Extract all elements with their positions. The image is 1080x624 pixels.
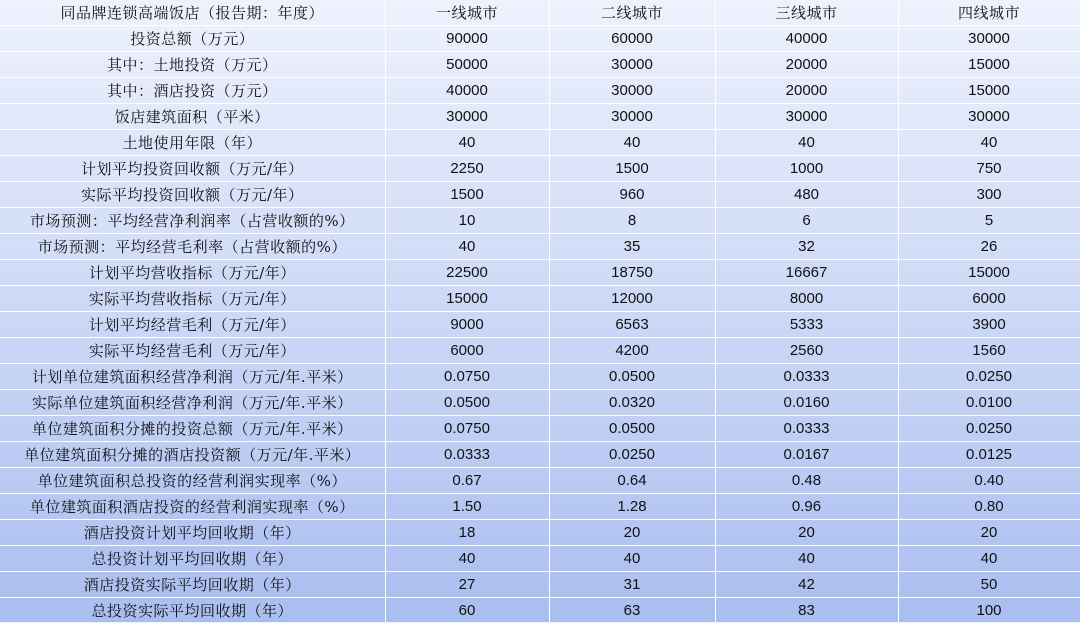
value-cell: 0.0250 xyxy=(898,416,1080,442)
value-cell: 0.0750 xyxy=(385,364,549,390)
value-cell: 20000 xyxy=(715,52,898,78)
value-cell: 0.0125 xyxy=(898,442,1080,468)
row-label-cell: 市场预测：平均经营净利润率（占营收额的%） xyxy=(0,208,385,234)
value-cell: 12000 xyxy=(549,286,715,312)
value-cell: 40 xyxy=(898,130,1080,156)
header-tier4-city: 四线城市 xyxy=(898,0,1080,26)
value-cell: 42 xyxy=(715,572,898,598)
value-cell: 8 xyxy=(549,208,715,234)
value-cell: 90000 xyxy=(385,26,549,52)
value-cell: 22500 xyxy=(385,260,549,286)
value-cell: 27 xyxy=(385,572,549,598)
table-row xyxy=(0,416,1080,442)
value-cell: 15000 xyxy=(898,78,1080,104)
value-cell: 5 xyxy=(898,208,1080,234)
table-row xyxy=(0,572,1080,598)
value-cell: 18 xyxy=(385,520,549,546)
table-row xyxy=(0,78,1080,104)
value-cell: 40000 xyxy=(715,26,898,52)
value-cell: 15000 xyxy=(385,286,549,312)
row-label-cell: 酒店投资计划平均回收期（年） xyxy=(0,520,385,546)
row-label-cell: 市场预测：平均经营毛利率（占营收额的%） xyxy=(0,234,385,260)
value-cell: 1560 xyxy=(898,338,1080,364)
value-cell: 50000 xyxy=(385,52,549,78)
value-cell: 1000 xyxy=(715,156,898,182)
value-cell: 0.0500 xyxy=(385,390,549,416)
value-cell: 1500 xyxy=(549,156,715,182)
table-row xyxy=(0,520,1080,546)
table-row xyxy=(0,598,1080,624)
value-cell: 0.0500 xyxy=(549,364,715,390)
row-label-cell: 单位建筑面积酒店投资的经营利润实现率（%） xyxy=(0,494,385,520)
table-row xyxy=(0,182,1080,208)
value-cell: 6563 xyxy=(549,312,715,338)
value-cell: 30000 xyxy=(898,104,1080,130)
header-tier1-city: 一线城市 xyxy=(385,0,549,26)
value-cell: 0.0320 xyxy=(549,390,715,416)
value-cell: 30000 xyxy=(715,104,898,130)
value-cell: 40 xyxy=(549,546,715,572)
row-label-cell: 计划平均经营毛利（万元/年） xyxy=(0,312,385,338)
value-cell: 63 xyxy=(549,598,715,624)
row-label-cell: 单位建筑面积分摊的投资总额（万元/年.平米） xyxy=(0,416,385,442)
row-label-cell: 实际单位建筑面积经营净利润（万元/年.平米） xyxy=(0,390,385,416)
value-cell: 60000 xyxy=(549,26,715,52)
value-cell: 0.48 xyxy=(715,468,898,494)
value-cell: 32 xyxy=(715,234,898,260)
table-header-row xyxy=(0,0,1080,26)
value-cell: 30000 xyxy=(549,52,715,78)
value-cell: 40 xyxy=(385,546,549,572)
value-cell: 2560 xyxy=(715,338,898,364)
value-cell: 20 xyxy=(715,520,898,546)
value-cell: 40 xyxy=(385,130,549,156)
value-cell: 9000 xyxy=(385,312,549,338)
table-row xyxy=(0,546,1080,572)
value-cell: 40 xyxy=(715,546,898,572)
value-cell: 40 xyxy=(715,130,898,156)
table-row xyxy=(0,468,1080,494)
value-cell: 0.0250 xyxy=(898,364,1080,390)
value-cell: 40 xyxy=(898,546,1080,572)
row-label-cell: 实际平均投资回收额（万元/年） xyxy=(0,182,385,208)
row-label-cell: 实际平均营收指标（万元/年） xyxy=(0,286,385,312)
value-cell: 40 xyxy=(385,234,549,260)
row-label-cell: 饭店建筑面积（平米） xyxy=(0,104,385,130)
value-cell: 40 xyxy=(549,130,715,156)
table-row xyxy=(0,260,1080,286)
table-body xyxy=(0,26,1080,624)
row-label-cell: 单位建筑面积总投资的经营利润实现率（%） xyxy=(0,468,385,494)
value-cell: 0.0750 xyxy=(385,416,549,442)
value-cell: 4200 xyxy=(549,338,715,364)
row-label-cell: 投资总额（万元） xyxy=(0,26,385,52)
value-cell: 40000 xyxy=(385,78,549,104)
value-cell: 0.0250 xyxy=(549,442,715,468)
table-row xyxy=(0,156,1080,182)
table-row xyxy=(0,26,1080,52)
value-cell: 50 xyxy=(898,572,1080,598)
row-label-cell: 计划单位建筑面积经营净利润（万元/年.平米） xyxy=(0,364,385,390)
table-row xyxy=(0,442,1080,468)
table-row xyxy=(0,130,1080,156)
table-row xyxy=(0,52,1080,78)
row-label-cell: 总投资实际平均回收期（年） xyxy=(0,598,385,624)
value-cell: 300 xyxy=(898,182,1080,208)
value-cell: 0.64 xyxy=(549,468,715,494)
value-cell: 20 xyxy=(898,520,1080,546)
table-row xyxy=(0,104,1080,130)
value-cell: 960 xyxy=(549,182,715,208)
value-cell: 100 xyxy=(898,598,1080,624)
value-cell: 0.0167 xyxy=(715,442,898,468)
value-cell: 480 xyxy=(715,182,898,208)
value-cell: 750 xyxy=(898,156,1080,182)
table-row xyxy=(0,286,1080,312)
value-cell: 8000 xyxy=(715,286,898,312)
value-cell: 1.50 xyxy=(385,494,549,520)
value-cell: 2250 xyxy=(385,156,549,182)
value-cell: 0.96 xyxy=(715,494,898,520)
value-cell: 15000 xyxy=(898,52,1080,78)
header-tier2-city: 二线城市 xyxy=(549,0,715,26)
value-cell: 0.40 xyxy=(898,468,1080,494)
value-cell: 26 xyxy=(898,234,1080,260)
value-cell: 0.0500 xyxy=(549,416,715,442)
value-cell: 6 xyxy=(715,208,898,234)
value-cell: 0.0333 xyxy=(715,416,898,442)
table-row xyxy=(0,494,1080,520)
value-cell: 0.0333 xyxy=(715,364,898,390)
value-cell: 30000 xyxy=(549,78,715,104)
table-row xyxy=(0,208,1080,234)
row-label-cell: 土地使用年限（年） xyxy=(0,130,385,156)
value-cell: 1500 xyxy=(385,182,549,208)
value-cell: 15000 xyxy=(898,260,1080,286)
value-cell: 0.67 xyxy=(385,468,549,494)
table-row xyxy=(0,234,1080,260)
row-label-cell: 其中：土地投资（万元） xyxy=(0,52,385,78)
value-cell: 0.0100 xyxy=(898,390,1080,416)
value-cell: 5333 xyxy=(715,312,898,338)
table-row xyxy=(0,390,1080,416)
value-cell: 30000 xyxy=(898,26,1080,52)
value-cell: 83 xyxy=(715,598,898,624)
table-row xyxy=(0,312,1080,338)
row-label-cell: 计划平均投资回收额（万元/年） xyxy=(0,156,385,182)
value-cell: 30000 xyxy=(549,104,715,130)
value-cell: 3900 xyxy=(898,312,1080,338)
row-label-cell: 实际平均经营毛利（万元/年） xyxy=(0,338,385,364)
value-cell: 0.80 xyxy=(898,494,1080,520)
row-label-cell: 酒店投资实际平均回收期（年） xyxy=(0,572,385,598)
value-cell: 20 xyxy=(549,520,715,546)
value-cell: 6000 xyxy=(898,286,1080,312)
value-cell: 1.28 xyxy=(549,494,715,520)
value-cell: 18750 xyxy=(549,260,715,286)
header-label-column: 同品牌连锁高端饭店（报告期：年度） xyxy=(0,0,385,26)
value-cell: 30000 xyxy=(385,104,549,130)
table-row xyxy=(0,338,1080,364)
value-cell: 0.0333 xyxy=(385,442,549,468)
value-cell: 0.0160 xyxy=(715,390,898,416)
row-label-cell: 计划平均营收指标（万元/年） xyxy=(0,260,385,286)
value-cell: 10 xyxy=(385,208,549,234)
value-cell: 6000 xyxy=(385,338,549,364)
table-row xyxy=(0,364,1080,390)
row-label-cell: 总投资计划平均回收期（年） xyxy=(0,546,385,572)
value-cell: 31 xyxy=(549,572,715,598)
row-label-cell: 其中：酒店投资（万元） xyxy=(0,78,385,104)
value-cell: 60 xyxy=(385,598,549,624)
value-cell: 20000 xyxy=(715,78,898,104)
header-tier3-city: 三线城市 xyxy=(715,0,898,26)
value-cell: 35 xyxy=(549,234,715,260)
row-label-cell: 单位建筑面积分摊的酒店投资额（万元/年.平米） xyxy=(0,442,385,468)
value-cell: 16667 xyxy=(715,260,898,286)
